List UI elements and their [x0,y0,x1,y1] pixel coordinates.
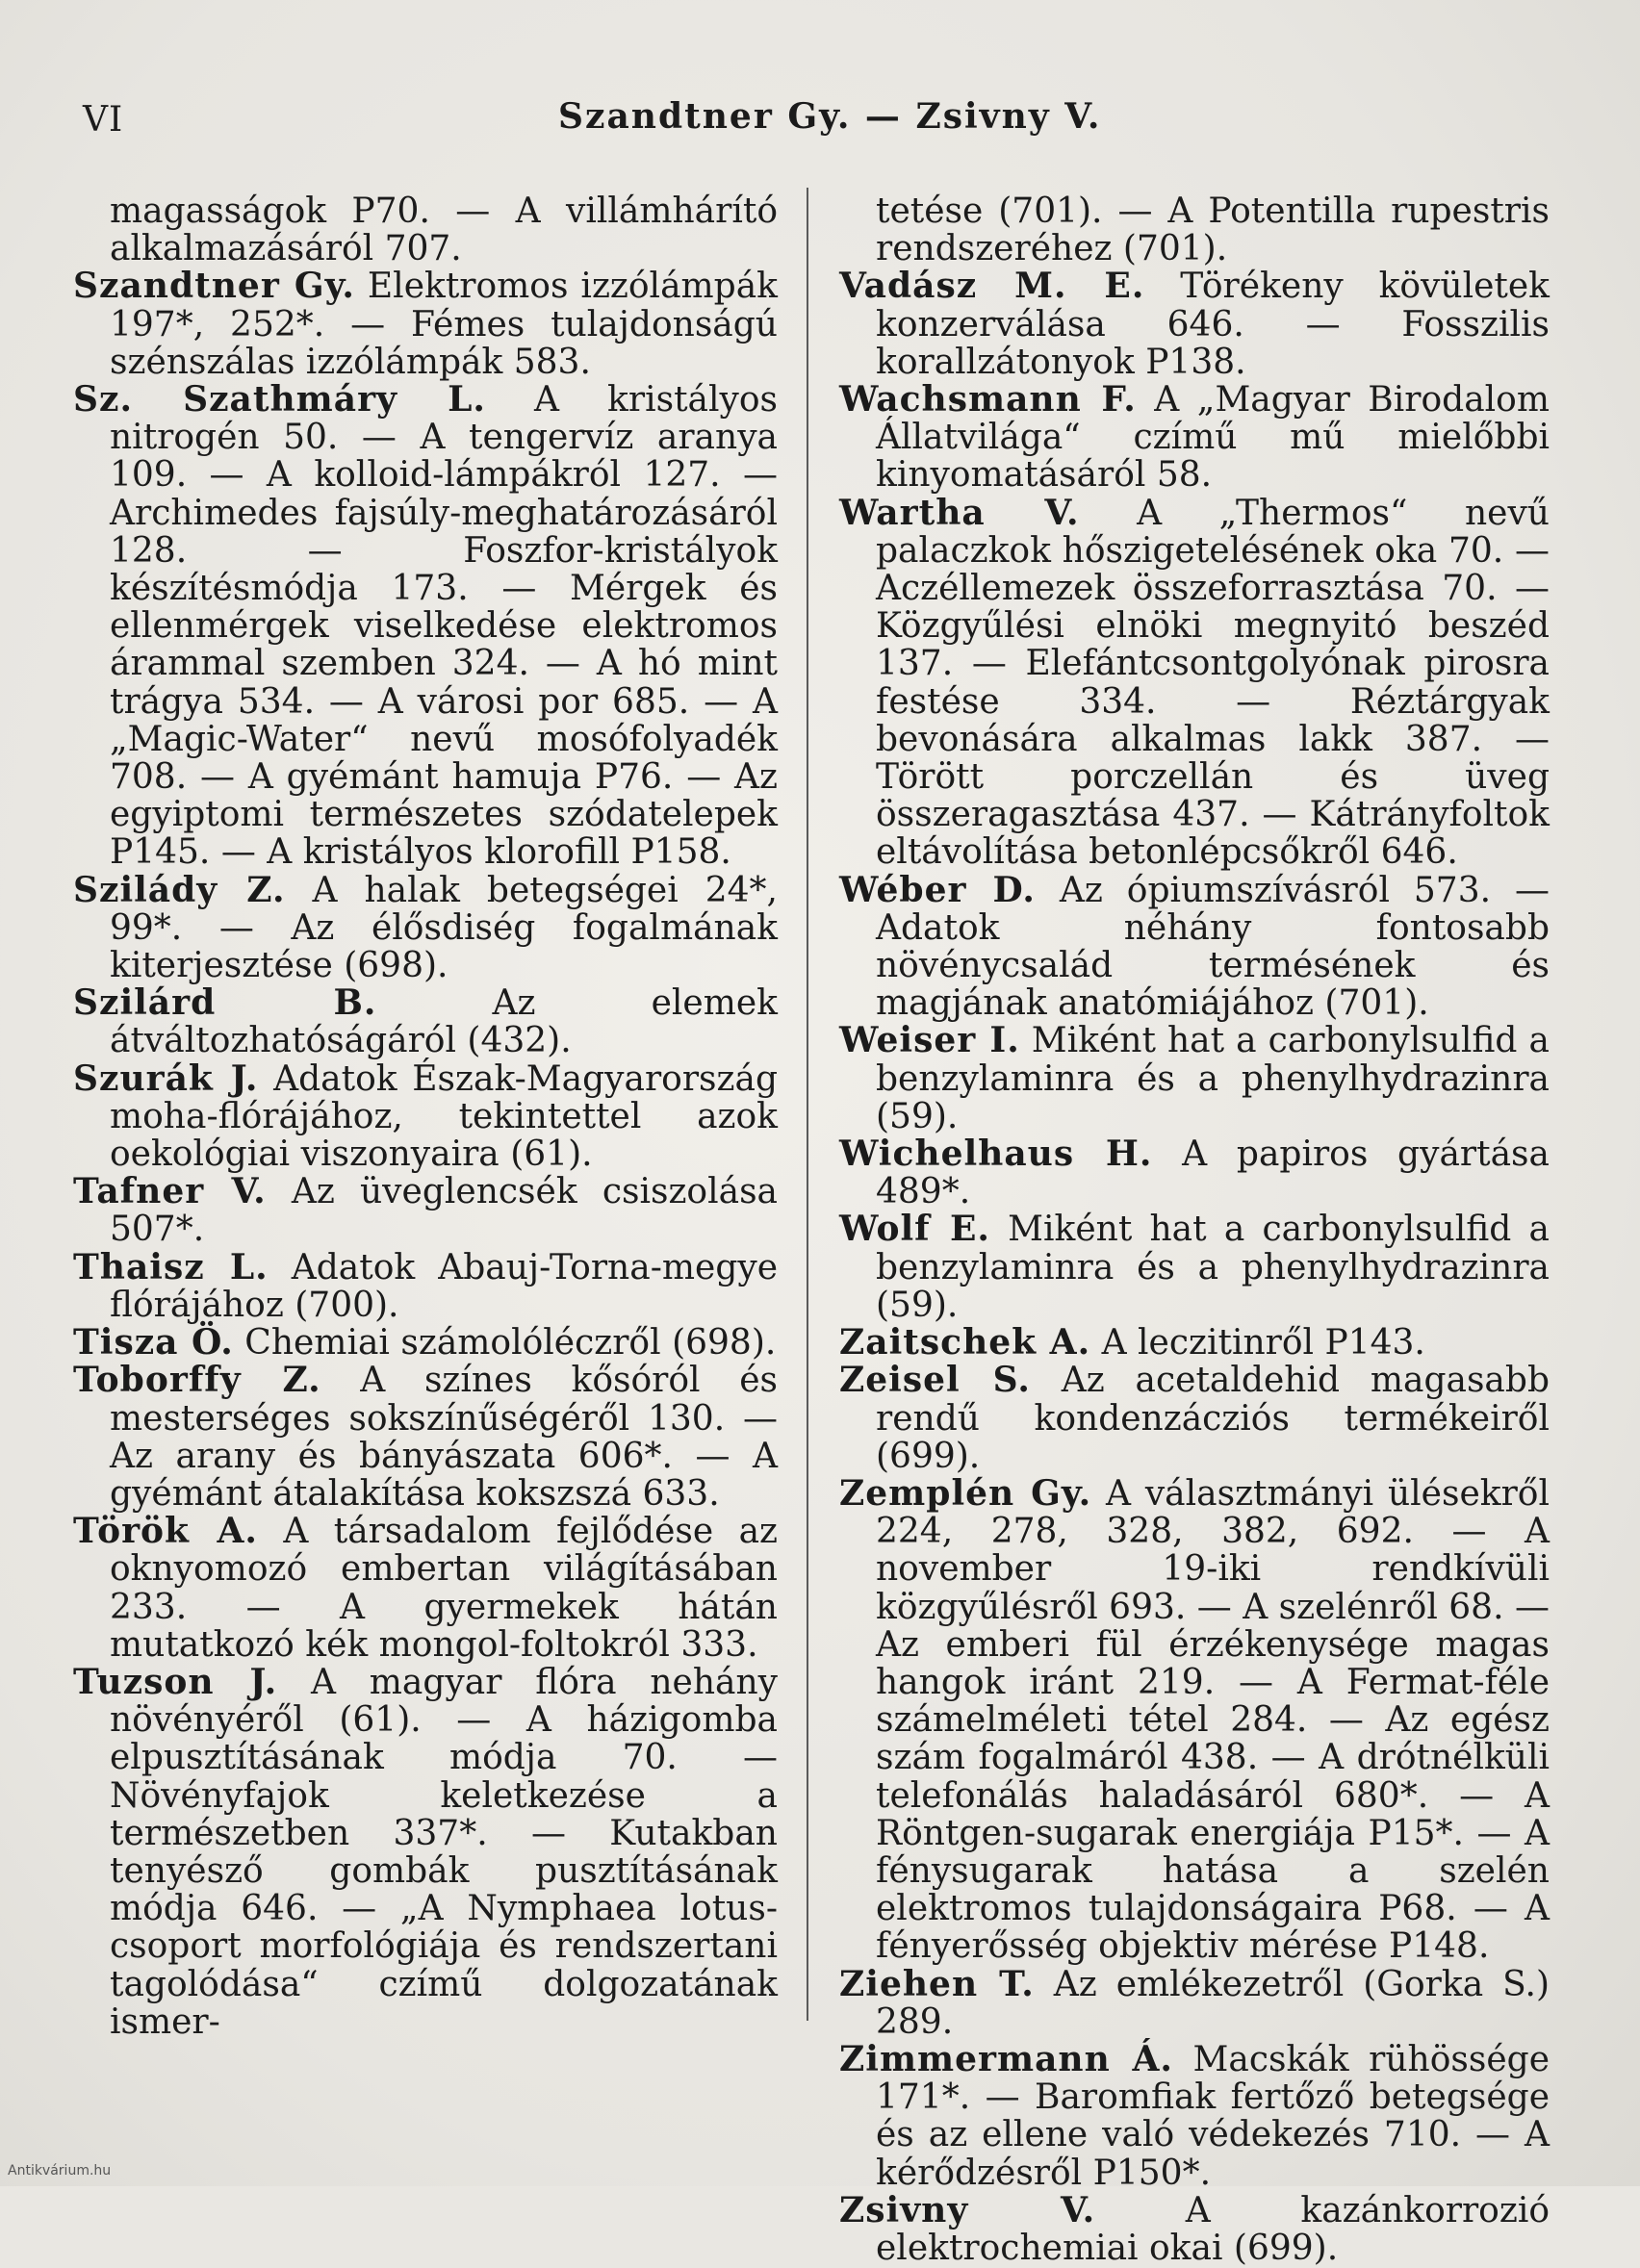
author-name: Wolf E. [839,1209,990,1250]
entry-text: Az üveglencsék csiszolása 507*. [110,1172,779,1250]
author-name: Török A. [73,1511,258,1552]
entry-text: A halak betegségei 24*, 99*. — Az élősdiség fogalmának kiterjesztése (698). [110,870,778,986]
entry-text: A „Magyar Birodalom Állatvilága“ czímű mű mielőbbi kinyomatásáról 58. [876,380,1550,496]
author-name: Tafner V. [73,1171,267,1212]
index-entry [839,381,1550,495]
author-name: Szilády Z. [73,869,286,910]
entry-text: A papiros gyártása 489*. [876,1134,1550,1212]
author-name: Szurák J. [73,1058,259,1099]
page-number: VI [83,100,124,140]
index-entry [839,492,1550,873]
index-entry [73,1246,779,1325]
index-entry [839,1963,1550,2042]
right-column [839,192,1550,2267]
entry-text: A választmányi ülésekről 224, 278, 328, 382, 692. — A november 19-iki rendkívüli közgyűlésről 693. — A szelénről 68. — Az emberi fül érzékenysége magas hangok iránt 219. — A Fermat-féle számelméleti tétel 284. — Az egész szám fogalmáról 438. — A drótnélküli telefonálás haladásáról 680*. — A Röntgen-sugarak energiája P15*. — A fénysugarak hatása a szelén elektromos tulajdonságaira P68. — A fényerősség objektiv mérése P148. [876,1473,1550,1967]
author-name: Szandtner Gy. [73,266,355,307]
index-entry [73,1513,778,1664]
index-entry [839,2189,1550,2268]
author-name: Szilárd B. [73,982,377,1024]
index-entry [839,1135,1550,1210]
author-name: Sz. Szathmáry L. [73,379,486,420]
index-entry [839,1210,1550,1324]
index-entry [73,1173,778,1248]
entry-text: Macskák rühössége 171*. — Baromfiak fertőző betegsége és az ellene való védekezés 710. — A kérődzésről P150*. [876,2039,1550,2193]
author-name: Zimmermann Á. [839,2038,1173,2079]
right-entries [839,268,1550,2267]
entry-text: Az ópiumszívásról 573. — Adatok néhány fontosabb növénycsalád termésének és magjának anatómiájához (701). [876,870,1550,1024]
entry-text: Adatok Észak-Magyarország moha-flórájához, tekintettel azok oekológiai viszonyaira (61). [110,1058,778,1175]
entry-text: A „Thermos“ nevű palaczkok hőszigetelésének oka 70. — Aczéllemezek összeforrasztása 70. — Közgyűlési elnöki megnyitó beszéd 137. — Elefántcsontgolyónak pirosra festése 334. — Réztárgyak bevonására alkalmas lakk 387. — Törött porczellán és üveg összeragasztása 437. — Kátrányfoltok eltávolítása betonlépcsőkről 646. [876,493,1550,873]
watermark-text: Antikvárium.hu [8,2163,112,2179]
index-entry [839,1324,1550,1362]
continuation-text: tetése (701). — A Potentilla rupestris rendszeréhez (701). [876,191,1550,269]
entry-text: Miként hat a carbonylsulfid a benzylaminra és a phenylhydrazinra (59). [876,1210,1550,1325]
author-name: Weiser I. [839,1020,1020,1061]
entry-text: Adatok Abauj-Torna-megye flórájához (700). [110,1247,779,1325]
entry-text: A kazánkorrozió elektrochemiai okai (699). [876,2190,1550,2268]
author-name: Tuzson J. [73,1661,278,1702]
entry-text: Elektromos izzólámpák 197*, 252*. — Fémes tulajdonságú szénszálas izzólámpák 583. [110,267,778,382]
author-name: Tisza Ö. [73,1322,234,1363]
running-header: Szandtner Gy. — Zsivny V. [558,96,1102,137]
column-divider [807,188,808,2021]
left-entries [73,268,778,2041]
left-column [73,192,778,2041]
author-name: Wichelhaus H. [839,1134,1153,1175]
author-name: Zaitschek A. [839,1322,1091,1363]
index-entry [73,381,778,872]
index-entry [839,869,1550,1024]
entry-text: Az acetaldehid magasabb rendű kondenzácziós termékeiről (699). [876,1361,1550,1476]
entry-text: A kristályos nitrogén 50. — A tengervíz aranya 109. — A kolloid-lámpákról 127. — Archimedes fajsúly-meghatározásáról 128. — Foszfor-kristályok készítésmódja 173. — Mérgek és ellenmérgek viselkedése elektromos árammal szemben 324. — A hó mint trágya 534. — A városi por 685. — A „Magic-Water“ nevű mosófolyadék 708. — A gyémánt hamuja P76. — Az egyiptomi természetes szódatelepek P145. — A kristályos klorofill P158. [110,380,778,873]
author-name: Thaisz L. [73,1246,269,1287]
index-entry [839,1022,1550,1135]
index-entry [839,1472,1550,1967]
index-entry [839,2038,1550,2193]
index-entry [73,984,778,1059]
entry-text: A leczitinről P143. [1090,1323,1425,1363]
entry-text: A társadalom fejlődése az oknyomozó embertan világításában 233. — A gyermekek hátán mutatkozó kék mongol-foltokról 333. [110,1512,778,1665]
index-entry [839,268,1550,381]
author-name: Wartha V. [839,492,1080,533]
entry-text: Az emlékezetről (Gorka S.) 289. [876,1964,1550,2042]
author-name: Vadász M. E. [839,266,1145,307]
index-entry [839,1362,1550,1475]
index-entry [73,268,778,381]
index-entry [73,1324,778,1362]
index-entry [73,1362,778,1513]
entry-text: Chemiai számolóléczről (698). [233,1323,777,1363]
author-name: Wachsmann F. [839,379,1137,420]
author-name: Ziehen T. [839,1963,1035,2004]
continuation-text: magasságok P70. — A villámhárító alkalmazásáról 707. [110,191,778,269]
entry-text: Törékeny kövületek konzerválása 646. — Fosszilis korallzátonyok P138. [876,267,1550,382]
author-name: Toborffy Z. [73,1360,321,1401]
index-entry [73,1060,778,1174]
entry-text: A magyar flóra nehány növényéről (61). — A házigomba elpusztításának módja 70. — Növényfajok keletkezése a természetben 337*. — Kutakban tenyésző gombák pusztításának módja 646. — „A Nymphaea lotus-csoport morfológiája és rendszertani tagolódása“ czímű dolgozatának ismer- [110,1662,778,2042]
entry-text: A színes kősóról és mesterséges sokszínűségéről 130. — Az arany és bányászata 606*. — A gyémánt átalakítása kokszszá 633. [110,1361,778,1514]
author-name: Zsivny V. [839,2189,1096,2230]
author-name: Wéber D. [839,869,1036,910]
entry-text: Miként hat a carbonylsulfid a benzylaminra és a phenylhydrazinra (59). [876,1021,1550,1136]
author-name: Zeisel S. [839,1360,1031,1401]
index-entry [73,1661,778,2042]
index-entry [73,869,778,986]
author-name: Zemplén Gy. [839,1472,1092,1514]
entry-text: Az elemek átváltozhatóságáról (432). [110,983,778,1061]
